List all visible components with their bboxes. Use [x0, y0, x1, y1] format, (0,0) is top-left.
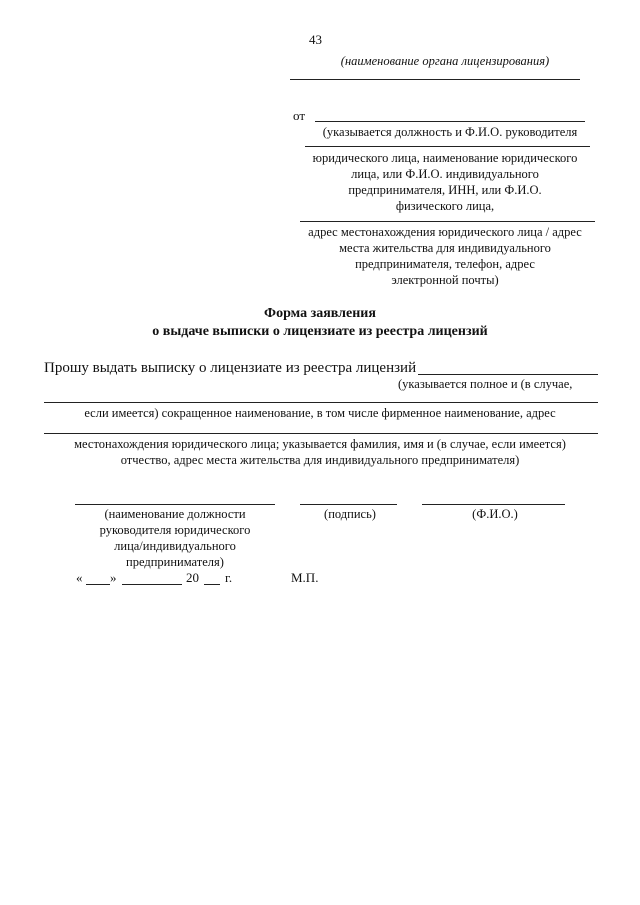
address-caption-line-2: места жительства для индивидуального: [339, 241, 551, 255]
request-caption-line-4: отчество, адрес места жительства для индивидуального предпринимателя): [120, 453, 520, 467]
signature-line: [300, 504, 397, 505]
request-caption-line-3: местонахождения юридического лица; указывается фамилия, имя и (в случае, если имеется): [74, 437, 566, 451]
address-caption-line-4: электронной почты): [391, 273, 499, 287]
request-caption-line-2: если имеется) сокращенное наименование, в том числе фирменное наименование, адрес: [84, 406, 556, 420]
stamp-label: М.П.: [291, 570, 319, 585]
date-open-quote: «: [76, 570, 83, 585]
applicant-line: [315, 121, 585, 122]
request-line-1: [418, 374, 598, 375]
position-caption-line-4: предпринимателя): [126, 555, 224, 569]
from-label: от: [293, 108, 306, 123]
address-caption-line-1: адрес местонахождения юридического лица / адрес: [308, 225, 582, 239]
request-text: Прошу выдать выписку о лицензиате из реестра лицензий: [44, 360, 417, 376]
licensing-body-caption: (наименование органа лицензирования): [340, 54, 550, 68]
request-line-3: [44, 433, 598, 434]
position-caption-line-2: руководителя юридического: [99, 523, 251, 537]
name-line: [422, 504, 565, 505]
applicant-line-2: [305, 146, 590, 147]
name-caption: (Ф.И.О.): [472, 507, 518, 521]
form-title-line-1: Форма заявления: [264, 306, 376, 321]
applicant-caption-line-2: лица, или Ф.И.О. индивидуального: [351, 167, 539, 181]
request-caption-line-1: (указывается полное и (в случае,: [398, 377, 573, 391]
date-close-quote: »: [110, 570, 117, 585]
date-year-suffix: г.: [225, 570, 233, 585]
signature-caption: (подпись): [324, 507, 376, 521]
date-day-line: [86, 584, 110, 585]
date-year-line: [204, 584, 220, 585]
address-line: [300, 221, 595, 222]
page-number: 43: [309, 32, 322, 47]
date-year-prefix: 20: [186, 570, 199, 585]
position-caption-line-3: лица/индивидуального: [114, 539, 236, 553]
position-line: [75, 504, 275, 505]
applicant-caption-line-1: юридического лица, наименование юридического: [312, 151, 578, 165]
licensing-body-line: [290, 79, 580, 80]
applicant-caption-line-4: физического лица,: [395, 199, 495, 213]
applicant-caption-line-3: предпринимателя, ИНН, или Ф.И.О.: [348, 183, 542, 197]
applicant-caption: (указывается должность и Ф.И.О. руководителя: [322, 125, 578, 139]
address-caption-line-3: предпринимателя, телефон, адрес: [355, 257, 535, 271]
form-title-line-2: о выдаче выписки о лицензиате из реестра лицензий: [152, 324, 488, 339]
position-caption-line-1: (наименование должности: [104, 507, 246, 521]
request-line-2: [44, 402, 598, 403]
date-month-line: [122, 584, 182, 585]
